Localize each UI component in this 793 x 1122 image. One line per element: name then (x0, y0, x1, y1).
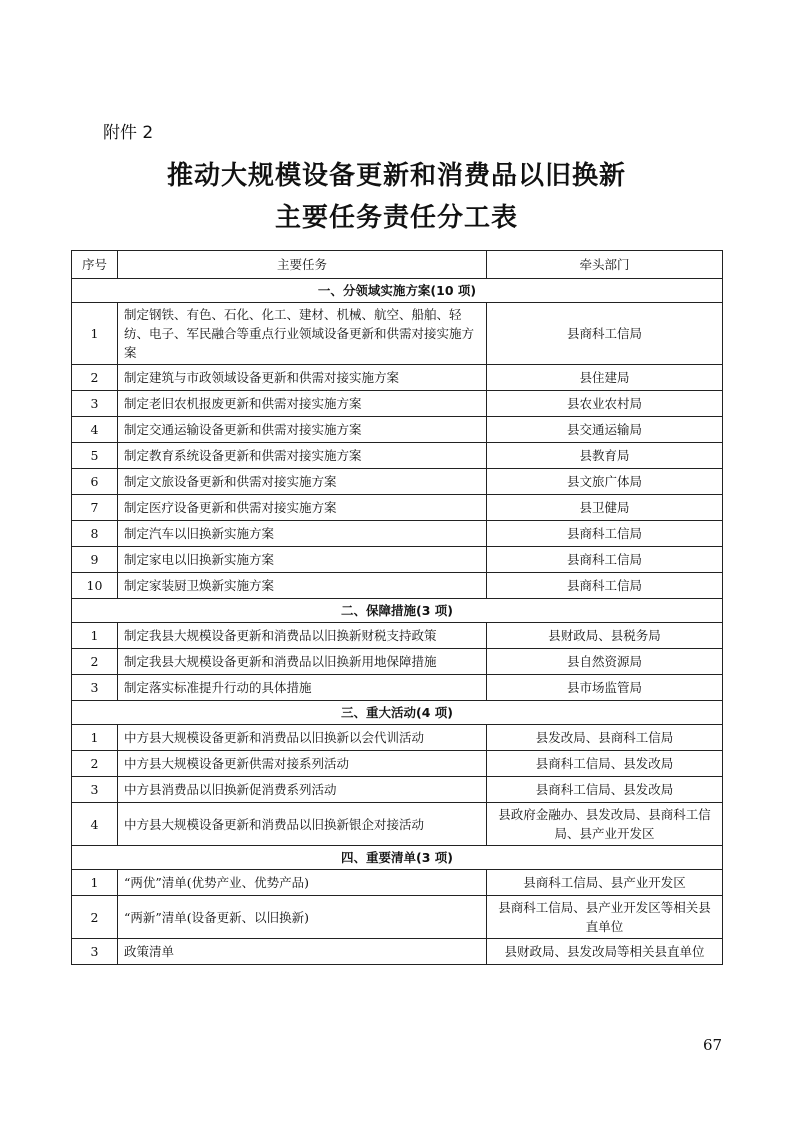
attachment-label: 附件 2 (103, 123, 154, 143)
row-number: 2 (72, 896, 118, 939)
row-number: 1 (72, 870, 118, 896)
row-number: 3 (72, 391, 118, 417)
task-cell: 制定文旅设备更新和供需对接实施方案 (118, 469, 487, 495)
task-cell: 制定家电以旧换新实施方案 (118, 547, 487, 573)
section-row (72, 701, 723, 725)
task-cell: “两优”清单(优势产业、优势产品) (118, 870, 487, 896)
row-number: 2 (72, 751, 118, 777)
table-row (72, 443, 723, 469)
row-number: 3 (72, 777, 118, 803)
department-cell: 县商科工信局 (487, 547, 723, 573)
department-cell: 县商科工信局、县产业开发区 (487, 870, 723, 896)
header-no: 序号 (72, 251, 118, 279)
table-row (72, 303, 723, 365)
task-cell: “两新”清单(设备更新、以旧换新) (118, 896, 487, 939)
header-dept: 牵头部门 (487, 251, 723, 279)
row-number: 8 (72, 521, 118, 547)
task-cell: 制定我县大规模设备更新和消费品以旧换新财税支持政策 (118, 623, 487, 649)
section-row (72, 846, 723, 870)
table-row (72, 547, 723, 573)
table-row (72, 777, 723, 803)
table-row (72, 573, 723, 599)
department-cell: 县商科工信局、县发改局 (487, 751, 723, 777)
row-number: 1 (72, 725, 118, 751)
header-task: 主要任务 (118, 251, 487, 279)
section-title: 三、重大活动(4 项) (72, 701, 723, 725)
table-row (72, 417, 723, 443)
department-cell: 县商科工信局 (487, 303, 723, 365)
department-cell: 县财政局、县税务局 (487, 623, 723, 649)
section-title: 一、分领域实施方案(10 项) (72, 279, 723, 303)
table-row (72, 939, 723, 965)
section-title: 二、保障措施(3 项) (72, 599, 723, 623)
department-cell: 县商科工信局、县发改局 (487, 777, 723, 803)
row-number: 7 (72, 495, 118, 521)
table-row (72, 725, 723, 751)
department-cell: 县政府金融办、县发改局、县商科工信局、县产业开发区 (487, 803, 723, 846)
table-row (72, 751, 723, 777)
task-cell: 制定家装厨卫焕新实施方案 (118, 573, 487, 599)
row-number: 6 (72, 469, 118, 495)
table-row (72, 803, 723, 846)
task-cell: 制定教育系统设备更新和供需对接实施方案 (118, 443, 487, 469)
row-number: 1 (72, 303, 118, 365)
table-row (72, 365, 723, 391)
section-row (72, 279, 723, 303)
department-cell: 县农业农村局 (487, 391, 723, 417)
task-cell: 制定交通运输设备更新和供需对接实施方案 (118, 417, 487, 443)
department-cell: 县商科工信局、县产业开发区等相关县直单位 (487, 896, 723, 939)
row-number: 1 (72, 623, 118, 649)
row-number: 9 (72, 547, 118, 573)
task-cell: 制定落实标准提升行动的具体措施 (118, 675, 487, 701)
department-cell: 县文旅广体局 (487, 469, 723, 495)
task-cell: 制定建筑与市政领域设备更新和供需对接实施方案 (118, 365, 487, 391)
task-cell: 制定钢铁、有色、石化、化工、建材、机械、航空、船舶、轻纺、电子、军民融合等重点行业领域设备更新和供需对接实施方案 (118, 303, 487, 365)
task-cell: 中方县大规模设备更新供需对接系列活动 (118, 751, 487, 777)
department-cell: 县卫健局 (487, 495, 723, 521)
document-title-line-2: 主要任务责任分工表 (274, 203, 518, 233)
task-cell: 制定汽车以旧换新实施方案 (118, 521, 487, 547)
task-cell: 中方县消费品以旧换新促消费系列活动 (118, 777, 487, 803)
row-number: 2 (72, 365, 118, 391)
task-cell: 制定老旧农机报废更新和供需对接实施方案 (118, 391, 487, 417)
department-cell: 县商科工信局 (487, 573, 723, 599)
row-number: 3 (72, 939, 118, 965)
table-row (72, 896, 723, 939)
table-row (72, 469, 723, 495)
task-cell: 中方县大规模设备更新和消费品以旧换新以会代训活动 (118, 725, 487, 751)
section-title: 四、重要清单(3 项) (72, 846, 723, 870)
responsibility-table (71, 250, 723, 965)
department-cell: 县交通运输局 (487, 417, 723, 443)
task-cell: 制定我县大规模设备更新和消费品以旧换新用地保障措施 (118, 649, 487, 675)
table-row (72, 623, 723, 649)
department-cell: 县财政局、县发改局等相关县直单位 (487, 939, 723, 965)
department-cell: 县自然资源局 (487, 649, 723, 675)
page-number: 67 (703, 1036, 723, 1054)
department-cell: 县商科工信局 (487, 521, 723, 547)
row-number: 10 (72, 573, 118, 599)
row-number: 3 (72, 675, 118, 701)
department-cell: 县教育局 (487, 443, 723, 469)
table-row (72, 391, 723, 417)
task-cell: 制定医疗设备更新和供需对接实施方案 (118, 495, 487, 521)
document-title-line-1: 推动大规模设备更新和消费品以旧换新 (166, 161, 626, 191)
department-cell: 县住建局 (487, 365, 723, 391)
table-row (72, 495, 723, 521)
row-number: 4 (72, 417, 118, 443)
table-row (72, 675, 723, 701)
table-row (72, 870, 723, 896)
task-cell: 政策清单 (118, 939, 487, 965)
table-row (72, 521, 723, 547)
task-cell: 中方县大规模设备更新和消费品以旧换新银企对接活动 (118, 803, 487, 846)
table-body (72, 279, 723, 965)
row-number: 4 (72, 803, 118, 846)
table-row (72, 649, 723, 675)
section-row (72, 599, 723, 623)
department-cell: 县市场监管局 (487, 675, 723, 701)
table-header-row (72, 251, 723, 279)
row-number: 5 (72, 443, 118, 469)
row-number: 2 (72, 649, 118, 675)
department-cell: 县发改局、县商科工信局 (487, 725, 723, 751)
